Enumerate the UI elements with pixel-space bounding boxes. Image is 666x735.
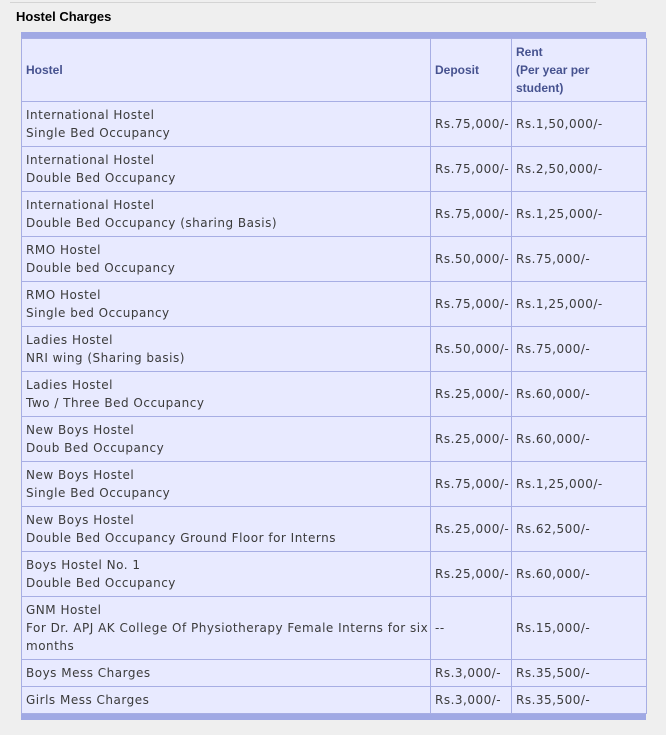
cell-hostel [22,147,431,192]
hostel-charges-table [21,38,647,714]
cell-hostel [22,192,431,237]
cell-hostel [22,237,431,282]
hostel-text-line: Double Bed Occupancy (sharing Basis) [26,216,278,230]
cell-hostel [22,102,431,147]
hostel-text-line: Boys Hostel No. 1 [26,558,141,572]
cell-rent: Rs.2,50,000/- [512,147,647,192]
cell-hostel [22,597,431,660]
cell-deposit: Rs.75,000/- [431,192,512,237]
cell-hostel [22,327,431,372]
cell-rent: Rs.75,000/- [512,237,647,282]
hostel-text-line: Double Bed Occupancy [26,171,176,185]
hostel-text-line: New Boys Hostel [26,468,135,482]
cell-deposit: Rs.50,000/- [431,327,512,372]
table-row [22,597,647,660]
cell-rent: Rs.1,25,000/- [512,282,647,327]
cell-deposit: Rs.50,000/- [431,237,512,282]
hostel-text-line: Doub Bed Occupancy [26,441,165,455]
cell-deposit: Rs.75,000/- [431,102,512,147]
cell-deposit: Rs.3,000/- [431,687,512,714]
top-divider [10,2,596,3]
column-header-hostel: Hostel [22,39,431,102]
hostel-text-line: Single Bed Occupancy [26,126,171,140]
table-header-row [22,39,647,102]
section-title: Hostel Charges [16,9,112,24]
table-row [22,372,647,417]
column-header-rent-line: student) [516,81,564,95]
hostel-text-line: International Hostel [26,108,155,122]
table-row [22,237,647,282]
cell-deposit: Rs.3,000/- [431,660,512,687]
table-row [22,192,647,237]
hostel-text-line: Ladies Hostel [26,333,113,347]
cell-hostel [22,687,431,714]
hostel-text-line: Single Bed Occupancy [26,486,171,500]
table-row [22,507,647,552]
cell-rent: Rs.60,000/- [512,372,647,417]
cell-rent: Rs.60,000/- [512,417,647,462]
cell-hostel [22,462,431,507]
hostel-text-line: NRI wing (Sharing basis) [26,351,185,365]
table-row [22,417,647,462]
cell-rent: Rs.1,25,000/- [512,192,647,237]
hostel-text-line: For Dr. APJ AK College Of Physiotherapy Female Interns for six [26,621,429,635]
hostel-text-line: Double bed Occupancy [26,261,176,275]
cell-hostel [22,660,431,687]
hostel-text-line: Two / Three Bed Occupancy [26,396,205,410]
cell-rent: Rs.35,500/- [512,660,647,687]
cell-rent: Rs.60,000/- [512,552,647,597]
table-row [22,282,647,327]
hostel-text-line: New Boys Hostel [26,423,135,437]
table-row [22,102,647,147]
cell-deposit: Rs.25,000/- [431,372,512,417]
cell-rent: Rs.62,500/- [512,507,647,552]
table-body [22,102,647,714]
table-row [22,147,647,192]
hostel-charges-table-wrapper [21,32,646,720]
cell-deposit: Rs.25,000/- [431,507,512,552]
cell-rent: Rs.1,50,000/- [512,102,647,147]
column-header-rent-line: (Per year per [516,63,590,77]
cell-hostel [22,417,431,462]
table-row [22,660,647,687]
cell-hostel [22,552,431,597]
cell-rent: Rs.35,500/- [512,687,647,714]
cell-rent: Rs.1,25,000/- [512,462,647,507]
hostel-text-line: New Boys Hostel [26,513,135,527]
table-row [22,552,647,597]
hostel-text-line: Boys Mess Charges [26,666,151,680]
cell-deposit: Rs.75,000/- [431,282,512,327]
table-row [22,687,647,714]
cell-hostel [22,507,431,552]
hostel-text-line: Ladies Hostel [26,378,113,392]
cell-deposit: Rs.75,000/- [431,147,512,192]
column-header-rent [512,39,647,102]
hostel-text-line: RMO Hostel [26,243,101,257]
hostel-text-line: GNM Hostel [26,603,102,617]
hostel-text-line: RMO Hostel [26,288,101,302]
cell-hostel [22,372,431,417]
cell-deposit: -- [431,597,512,660]
cell-hostel [22,282,431,327]
hostel-text-line: Double Bed Occupancy Ground Floor for Interns [26,531,336,545]
cell-deposit: Rs.75,000/- [431,462,512,507]
hostel-text-line: Girls Mess Charges [26,693,150,707]
hostel-text-line: International Hostel [26,153,155,167]
cell-deposit: Rs.25,000/- [431,417,512,462]
table-row [22,462,647,507]
cell-rent: Rs.15,000/- [512,597,647,660]
hostel-text-line: Double Bed Occupancy [26,576,176,590]
cell-deposit: Rs.25,000/- [431,552,512,597]
column-header-deposit: Deposit [431,39,512,102]
column-header-rent-line: Rent [516,45,543,59]
hostel-text-line: months [26,639,75,653]
hostel-text-line: Single bed Occupancy [26,306,170,320]
hostel-text-line: International Hostel [26,198,155,212]
cell-rent: Rs.75,000/- [512,327,647,372]
table-row [22,327,647,372]
